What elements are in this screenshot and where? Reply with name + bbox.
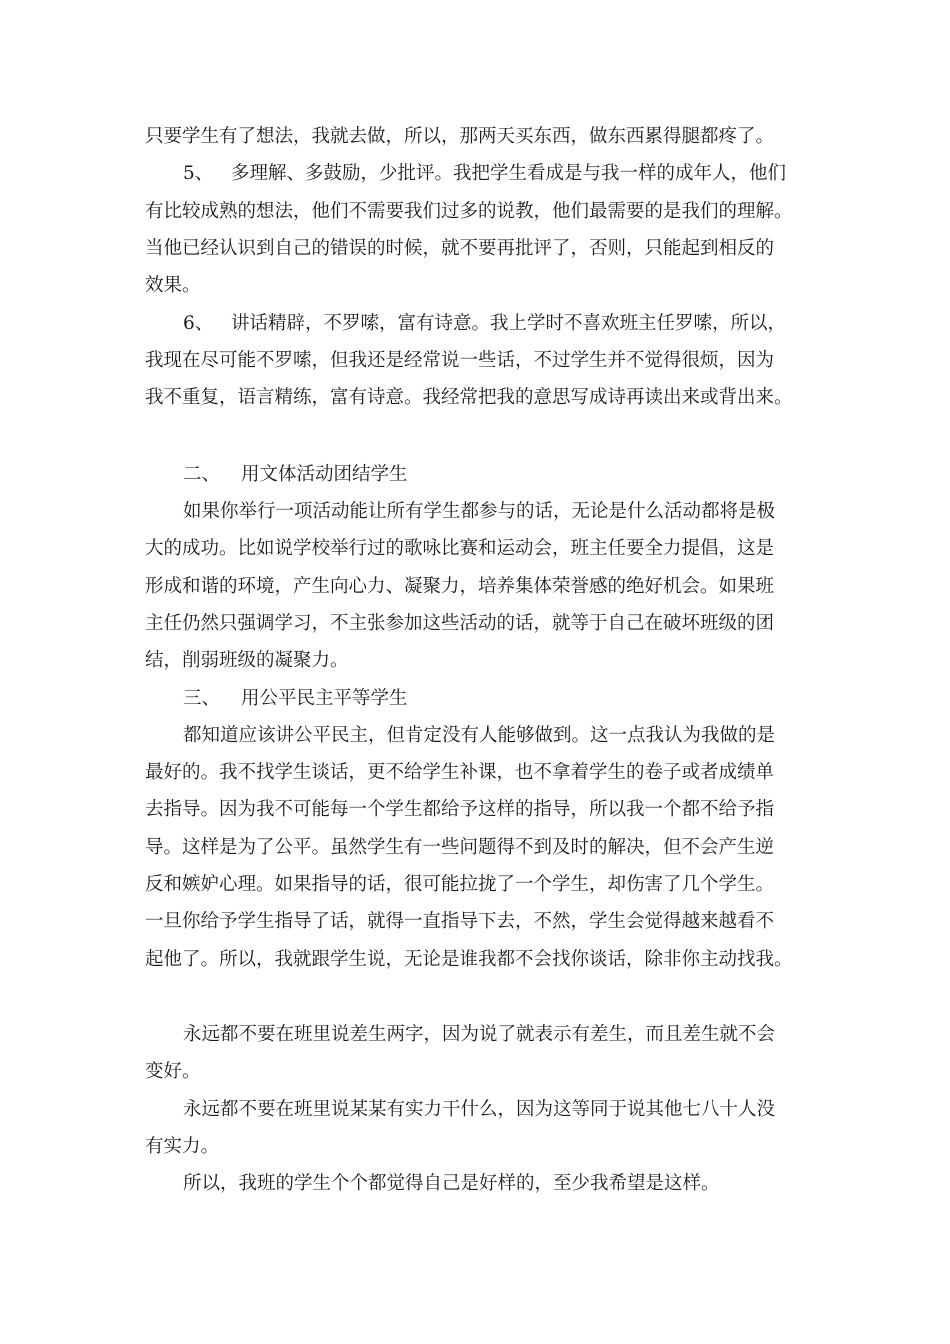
list-number: 6、	[183, 313, 214, 334]
paragraph-line: 所以，我班的学生个个都觉得自己是好样的，至少我希望是这样。	[183, 1173, 720, 1194]
list-number: 5、	[183, 163, 214, 184]
section-heading-3	[183, 684, 825, 714]
paragraph-line: 我不重复，语言精练，富有诗意。我经常把我的意思写成诗再读出来或背出来。	[145, 387, 793, 408]
heading-text: 用公平民主平等学生	[241, 688, 408, 709]
paragraph-line: 反和嫉妒心理。如果指导的话，很可能拉拢了一个学生，却伤害了几个学生。	[145, 874, 775, 895]
paragraph-line: 形成和谐的环境，产生向心力、凝聚力，培养集体荣誉感的绝好机会。如果班	[145, 576, 775, 597]
list-item-5	[183, 159, 825, 189]
heading-text: 用文体活动团结学生	[241, 464, 408, 485]
paragraph-line: 大的成功。比如说学校举行过的歌咏比赛和运动会，班主任要全力提倡，这是	[145, 538, 775, 559]
heading-number: 三、	[183, 688, 221, 709]
paragraph-line: 主任仍然只强调学习，不主张参加这些活动的话，就等于自己在破坏班级的团	[145, 613, 775, 634]
paragraph-line: 导。这样是为了公平。虽然学生有一些问题得不到及时的解决，但不会产生逆	[145, 837, 775, 858]
paragraph-line: 一旦你给予学生指导了话，就得一直指导下去，不然，学生会觉得越来越看不	[145, 911, 775, 932]
paragraph-line: 只要学生有了想法，我就去做，所以，那两天买东西，做东西累得腿都疼了。	[145, 126, 775, 147]
paragraph-line: 如果你举行一项活动能让所有学生都参与的话，无论是什么活动都将是极	[183, 501, 776, 522]
paragraph-line: 永远都不要在班里说某某有实力干什么，因为这等同于说其他七八十人没	[183, 1099, 776, 1120]
list-item-text: 多理解、多鼓励，少批评。我把学生看成是与我一样的成年人，他们	[231, 163, 787, 184]
list-item-6	[183, 309, 825, 339]
paragraph-line: 变好。	[145, 1061, 201, 1082]
paragraph-line: 效果。	[145, 275, 201, 296]
paragraph-line: 有实力。	[145, 1136, 220, 1157]
paragraph-line: 去指导。因为我不可能每一个学生都给予这样的指导，所以我一个都不给予指	[145, 799, 775, 820]
paragraph-line: 永远都不要在班里说差生两字，因为说了就表示有差生，而且差生就不会	[183, 1024, 776, 1045]
paragraph-line: 当他已经认识到自己的错误的时候，就不要再批评了，否则，只能起到相反的	[145, 238, 775, 259]
paragraph-line: 有比较成熟的想法，他们不需要我们过多的说教，他们最需要的是我们的理解。	[145, 201, 793, 222]
paragraph-line: 起他了。所以，我就跟学生说，无论是谁我都不会找你谈话，除非你主动找我。	[145, 949, 793, 970]
paragraph-line: 最好的。我不找学生谈话，更不给学生补课，也不拿着学生的卷子或者成绩单	[145, 762, 775, 783]
paragraph-line: 我现在尽可能不罗嗦，但我还是经常说一些话，不过学生并不觉得很烦，因为	[145, 350, 775, 371]
section-heading-2	[183, 460, 825, 490]
paragraph-line: 都知道应该讲公平民主，但肯定没有人能够做到。这一点我认为我做的是	[183, 725, 776, 746]
paragraph-line: 结，削弱班级的凝聚力。	[145, 650, 349, 671]
list-item-text: 讲话精辟，不罗嗦，富有诗意。我上学时不喜欢班主任罗嗦，所以，	[231, 313, 787, 334]
heading-number: 二、	[183, 464, 221, 485]
